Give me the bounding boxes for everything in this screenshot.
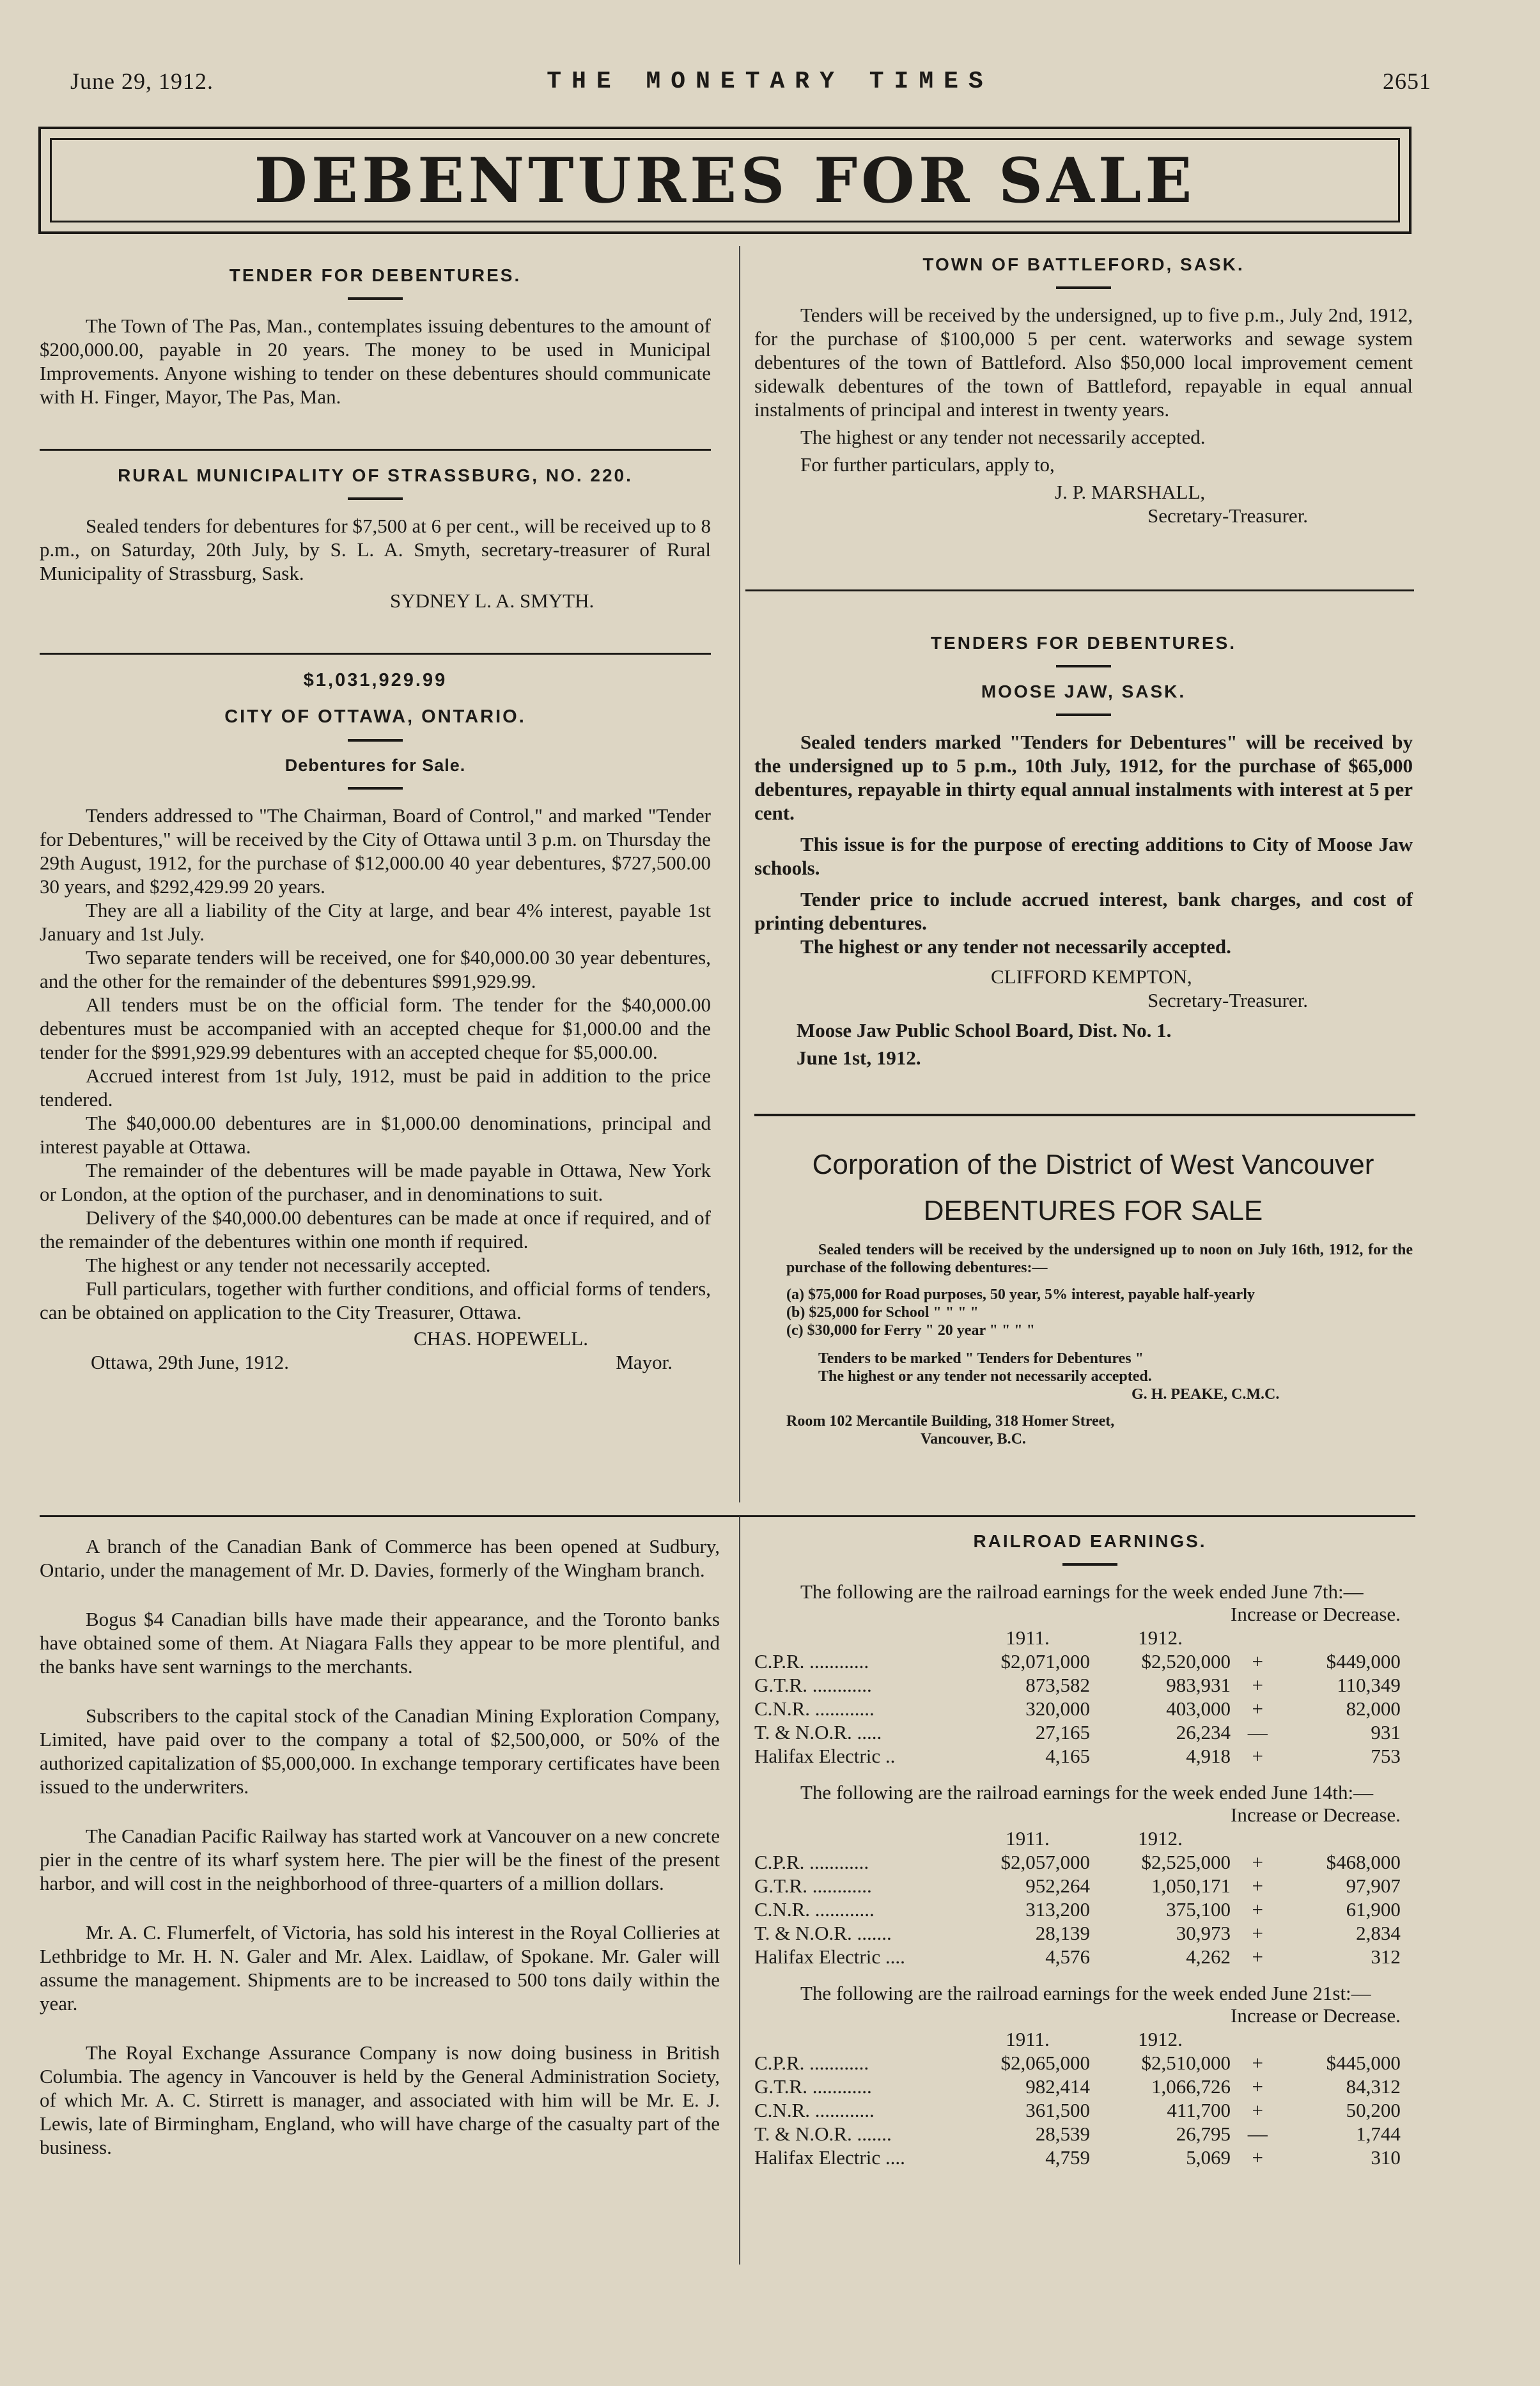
divider-rule [40,653,711,655]
column-header-1912: 1912. [1138,1626,1183,1649]
column-header-change: Increase or Decrease. [1231,1603,1401,1625]
change-sign: + [1252,1898,1264,1921]
heading-dash [348,739,403,742]
earnings-1911: 320,000 [1025,1697,1090,1720]
heading-dash [348,497,403,500]
change-sign: + [1252,1922,1264,1944]
change-sign: + [1252,1945,1264,1968]
table-row [754,1673,1401,1697]
the-pas-notice [40,265,711,409]
divider-rule [40,449,711,451]
battleford-signature: J. P. MARSHALL, [1055,481,1206,503]
heading-dash [348,297,403,300]
divider-rule [745,589,1414,591]
earnings-header-row [754,1827,1401,1850]
heading-dash [1056,665,1111,667]
news-item: Mr. A. C. Flumerfelt, of Victoria, has sold his interest in the Royal Collieries at Lethbridge to Mr. H. N. Galer and Mr. Alex. Laidlaw, of Spokane. Mr. Galer will assume the management. Shipments are to be increased to 500 tons daily within the year. [40,1921,720,2015]
earnings-1912: 5,069 [1186,2146,1231,2169]
earnings-1911: $2,065,000 [1000,2052,1090,2074]
table-row [754,2051,1401,2075]
ottawa-paragraph: The $40,000.00 debentures are in $1,000.00 denominations, principal and interest payable at Ottawa. [40,1112,711,1158]
railroad-week-intro: The following are the railroad earnings for the week ended June 7th:— [800,1580,1364,1603]
earnings-1911: 27,165 [1035,1721,1090,1743]
ottawa-footer-line [40,1350,711,1374]
divider-rule [40,1515,1415,1517]
news-item: A branch of the Canadian Bank of Commerce has been opened at Sudbury, Ontario, under the management of Mr. D. Davies, formerly of the Wingham branch. [40,1535,720,1581]
table-row [754,1945,1401,1969]
column-header-1911: 1911. [1006,1626,1050,1649]
earnings-1911: 982,414 [1025,2075,1090,2098]
strassburg-body: Sealed tenders for debentures for $7,500 at 6 per cent., will be received up to 8 p.m., on Saturday, 20th July, by S. L. A. Smyth, secretary-treasurer of Rural Municipality of Strassburg, Sask. [40,515,711,584]
change-sign: — [1247,1721,1268,1743]
divider-rule [754,1114,1415,1116]
moose-jaw-signature: CLIFFORD KEMPTON, [991,965,1192,988]
publication-title: THE MONETARY TIMES [547,68,993,95]
news-column [40,1534,720,2159]
column-header-1911: 1911. [1006,2028,1050,2050]
change-sign: + [1252,1697,1264,1720]
table-row [754,2098,1401,2122]
earnings-1912: $2,525,000 [1141,1851,1231,1873]
strassburg-signature: SYDNEY L. A. SMYTH. [390,589,595,612]
earnings-1912: 4,262 [1186,1945,1231,1968]
ottawa-subheading: Debentures for Sale. [284,756,466,775]
column-header-change: Increase or Decrease. [1231,2004,1401,2027]
earnings-1911: 28,539 [1035,2123,1090,2145]
railway-name: Halifax Electric .... [754,1945,905,1968]
moose-jaw-p3: Tender price to include accrued interest, bank charges, and cost of printing debentures. [754,888,1413,934]
the-pas-heading: TENDER FOR DEBENTURES. [229,265,522,285]
column-header-1912: 1912. [1138,1827,1183,1850]
change-sign: + [1252,1851,1264,1873]
change-amount: 931 [1371,1721,1401,1743]
moose-jaw-heading: TENDERS FOR DEBENTURES. [930,633,1237,653]
earnings-header-row [754,1602,1401,1626]
change-amount: 310 [1371,2146,1401,2169]
moose-jaw-p2: This issue is for the purpose of erecting additions to City of Moose Jaw schools. [754,833,1413,879]
earnings-1911: 4,576 [1045,1945,1090,1968]
heading-dash [1062,1563,1117,1566]
earnings-1911: $2,071,000 [1000,1650,1090,1673]
railway-name: Halifax Electric .... [754,2146,905,2169]
earnings-1911: 4,165 [1045,1745,1090,1767]
issue-date: June 29, 1912. [70,68,214,94]
change-amount: $445,000 [1326,2052,1401,2074]
ottawa-paragraph: The highest or any tender not necessarily accepted. [86,1254,491,1276]
railway-name: T. & N.O.R. ..... [754,1721,882,1743]
railway-name: Halifax Electric .. [754,1745,896,1767]
ottawa-paragraph: Tenders addressed to "The Chairman, Board of Control," and marked "Tender for Debentures," will be received by the City of Ottawa until 3 p.m. on Thursday the 29th August, 1912, for the purchase of $12,000.00 40 year debentures, $727,500.00 30 years, and $292,429.99 20 years. [40,804,711,898]
heading-dash [1056,286,1111,289]
earnings-table [754,1803,1401,1969]
the-pas-body: The Town of The Pas, Man., contemplates issuing debentures to the amount of $200,000.00, payable in 20 years. The money to be used in Municipal Improvements. Anyone wishing to tender on these debentures should communicate with H. Finger, Mayor, The Pas, Man. [40,315,711,408]
earnings-header-row [754,1803,1401,1827]
west-vancouver-intro: Sealed tenders will be received by the undersigned up to noon on July 16th, 1912, for the purchase of the following debentures:— [786,1242,1413,1276]
earnings-1911: 4,759 [1045,2146,1090,2169]
change-sign: + [1252,1745,1264,1767]
news-item: Bogus $4 Canadian bills have made their appearance, and the Toronto banks have obtained some of them. At Niagara Falls they appear to be more plentiful, and the banks have sent warnings to the merchants. [40,1608,720,1678]
change-sign: + [1252,2099,1264,2121]
table-row [754,1697,1401,1720]
moose-jaw-signature-title: Secretary-Treasurer. [1147,989,1309,1011]
change-sign: + [1252,2052,1264,2074]
table-row [754,1649,1401,1673]
earnings-1911: 361,500 [1025,2099,1090,2121]
ottawa-notice [40,670,711,1374]
change-amount: 50,200 [1346,2099,1401,2121]
railway-name: T. & N.O.R. ....... [754,2123,892,2145]
ottawa-amount: $1,031,929.99 [303,670,447,690]
ottawa-paragraphs [40,804,711,1324]
west-vancouver-address: Vancouver, B.C. [921,1431,1026,1447]
table-row [754,2146,1401,2169]
change-amount: 2,834 [1356,1922,1401,1944]
table-row [754,1921,1401,1945]
west-vancouver-subtitle: DEBENTURES FOR SALE [923,1195,1263,1226]
railroad-week-intro: The following are the railroad earnings for the week ended June 14th:— [800,1781,1374,1804]
battleford-acceptance: The highest or any tender not necessarily accepted. [800,426,1206,448]
earnings-table [754,2004,1401,2169]
table-row [754,2075,1401,2098]
earnings-1912: 26,234 [1176,1721,1231,1743]
moose-jaw-p1: Sealed tenders marked "Tenders for Debentures" will be received by the undersigned up to 5 p.m., 10th July, 1912, for the purchase of $65,000 debentures, repayable in thirty equal annual instalments with interest at 5 per cent. [754,731,1413,824]
earnings-1912: $2,510,000 [1141,2052,1231,2074]
battleford-notice [754,254,1413,527]
ottawa-paragraph: Delivery of the $40,000.00 debentures can be made at once if required, and of the remainder of the debentures within one month if required. [40,1206,711,1252]
earnings-1912: 1,050,171 [1151,1875,1231,1897]
battleford-body: Tenders will be received by the undersigned, up to five p.m., July 2nd, 1912, for the purchase of $100,000 5 per cent. waterworks and sewage system debentures of the town of Battleford. Also $50,000 local improvement cement sidewalk debentures of the town of Battleford, repayable in equal annual instalments of principal and interest in twenty years. [754,304,1413,421]
column-header-1911: 1911. [1006,1827,1050,1850]
change-sign: + [1252,1875,1264,1897]
railway-name: C.N.R. ............ [754,1898,875,1921]
column-header-change: Increase or Decrease. [1231,1804,1401,1826]
railway-name: C.N.R. ............ [754,1697,875,1720]
moose-jaw-board: Moose Jaw Public School Board, Dist. No. 1. [797,1019,1172,1041]
earnings-1912: 411,700 [1167,2099,1231,2121]
earnings-1912: 26,795 [1176,2123,1231,2145]
heading-dash [1056,713,1111,716]
railway-name: C.P.R. ............ [754,1650,869,1673]
table-row [754,1720,1401,1744]
west-vancouver-item: (a) $75,000 for Road purposes, 50 year, 5% interest, payable half-yearly [786,1286,1255,1303]
change-sign: + [1252,2146,1264,2169]
earnings-1912: $2,520,000 [1141,1650,1231,1673]
earnings-1912: 403,000 [1166,1697,1231,1720]
earnings-1912: 375,100 [1166,1898,1231,1921]
ottawa-signature: CHAS. HOPEWELL. [414,1327,588,1350]
battleford-signature-title: Secretary-Treasurer. [1147,504,1309,527]
ottawa-paragraph: They are all a liability of the City at large, and bear 4% interest, payable 1st January and 1st July. [40,899,711,945]
earnings-1911: 313,200 [1025,1898,1090,1921]
heading-dash [348,787,403,790]
earnings-1912: 30,973 [1176,1922,1231,1944]
railway-name: T. & N.O.R. ....... [754,1922,892,1944]
ottawa-paragraph: Full particulars, together with further conditions, and official forms of tenders, can be obtained on application to the City Treasurer, Ottawa. [40,1277,711,1323]
change-amount: $449,000 [1326,1650,1401,1673]
change-amount: 753 [1371,1745,1401,1767]
change-amount: 82,000 [1346,1697,1401,1720]
railway-name: C.P.R. ............ [754,1851,869,1873]
ottawa-paragraph: Two separate tenders will be received, one for $40,000.00 30 year debentures, and the other for the remainder of the debentures $991,929.99. [40,946,711,992]
railroad-heading: RAILROAD EARNINGS. [973,1531,1207,1551]
page-number: 2651 [1383,68,1431,94]
ottawa-paragraph: Accrued interest from 1st July, 1912, must be paid in addition to the price tendered. [40,1064,711,1111]
battleford-particulars: For further particulars, apply to, [800,453,1055,476]
railroad-week-intro: The following are the railroad earnings for the week ended June 21st:— [800,1982,1371,2004]
column-divider-bottom [739,1517,740,2265]
west-vancouver-note: The highest or any tender not necessarily accepted. [818,1368,1152,1385]
table-row [754,1898,1401,1921]
change-sign: + [1252,1674,1264,1696]
change-amount: 110,349 [1337,1674,1401,1696]
change-amount: 97,907 [1346,1875,1401,1897]
earnings-1911: 952,264 [1025,1875,1090,1897]
earnings-1912: 1,066,726 [1151,2075,1231,2098]
change-amount: 61,900 [1346,1898,1401,1921]
moose-jaw-date: June 1st, 1912. [797,1047,921,1069]
west-vancouver-signature: G. H. PEAKE, C.M.C. [1132,1386,1280,1403]
table-row [754,2122,1401,2146]
column-header-1912: 1912. [1138,2028,1183,2050]
column-divider-top [739,246,740,1502]
table-row [754,1850,1401,1874]
change-amount: 312 [1371,1945,1401,1968]
earnings-table [754,1602,1401,1768]
earnings-1912: 4,918 [1186,1745,1231,1767]
earnings-1911: 28,139 [1035,1922,1090,1944]
table-row [754,1874,1401,1898]
ottawa-paragraph: All tenders must be on the official form. The tender for the $40,000.00 debentures must be accompanied with an accepted cheque for $1,000.00 and the tender for the $991,929.99 debentures with an accepted cheque for $5,000.00. [40,994,711,1063]
west-vancouver-item: (c) $30,000 for Ferry " 20 year " " " " [786,1322,1035,1339]
change-sign: — [1247,2123,1268,2145]
west-vancouver-note: Tenders to be marked " Tenders for Debentures " [818,1350,1144,1367]
west-vancouver-notice [774,1148,1413,1448]
moose-jaw-notice [754,633,1413,1070]
change-amount: 84,312 [1346,2075,1401,2098]
strassburg-heading: RURAL MUNICIPALITY OF STRASSBURG, NO. 220. [118,465,633,485]
earnings-header-row [754,2027,1401,2051]
ottawa-heading: CITY OF OTTAWA, ONTARIO. [224,706,526,727]
moose-jaw-p4: The highest or any tender not necessarily accepted. [800,935,1231,958]
ottawa-paragraph: The remainder of the debentures will be made payable in Ottawa, New York or London, at the option of the purchaser, and in denominations to suit. [40,1159,711,1205]
earnings-header-row [754,1626,1401,1649]
news-item: The Canadian Pacific Railway has started work at Vancouver on a new concrete pier in the centre of its wharf system here. The pier will be the finest of the present harbor, and will cost in the neighborhood of three-quarters of a million dollars. [40,1825,720,1894]
news-item: Subscribers to the capital stock of the Canadian Mining Exploration Company, Limited, have paid over to the company a total of $2,500,000, or 50% of the authorized capitalization of $5,000,000. In exchange temporary certificates have been issued to the underwriters. [40,1704,720,1798]
banner-title: DEBENTURES FOR SALE [254,144,1196,217]
table-row [754,1744,1401,1768]
earnings-1911: $2,057,000 [1000,1851,1090,1873]
earnings-header-row [754,2004,1401,2027]
ottawa-place-date: Ottawa, 29th June, 1912. [91,1351,289,1373]
section-banner [38,127,1412,234]
change-sign: + [1252,2075,1264,2098]
change-sign: + [1252,1650,1264,1673]
west-vancouver-address: Room 102 Mercantile Building, 318 Homer Street, [786,1413,1115,1430]
moose-jaw-subheading: MOOSE JAW, SASK. [981,682,1186,701]
railway-name: G.T.R. ............ [754,1875,872,1897]
news-item: The Royal Exchange Assurance Company is now doing business in British Columbia. The agency in Vancouver is held by the General Administration Society, of which Mr. A. C. Stirrett is manager, and associated with him will be Mr. E. J. Lewis, late of Birmingham, England, who will have charge of the casualty part of the business. [40,2041,720,2158]
battleford-heading: TOWN OF BATTLEFORD, SASK. [922,254,1245,274]
railroad-earnings [754,1531,1426,2169]
railway-name: G.T.R. ............ [754,1674,872,1696]
banner-inner-frame [50,138,1400,222]
railway-name: G.T.R. ............ [754,2075,872,2098]
railway-name: C.N.R. ............ [754,2099,875,2121]
railway-name: C.P.R. ............ [754,2052,869,2074]
strassburg-notice [40,465,711,612]
ottawa-mayor-title: Mayor. [616,1351,673,1373]
change-amount: 1,744 [1356,2123,1401,2145]
earnings-1911: 873,582 [1025,1674,1090,1696]
earnings-1912: 983,931 [1166,1674,1231,1696]
west-vancouver-item: (b) $25,000 for School " " " " [786,1304,979,1321]
west-vancouver-title: Corporation of the District of West Vancouver [812,1149,1374,1180]
change-amount: $468,000 [1326,1851,1401,1873]
